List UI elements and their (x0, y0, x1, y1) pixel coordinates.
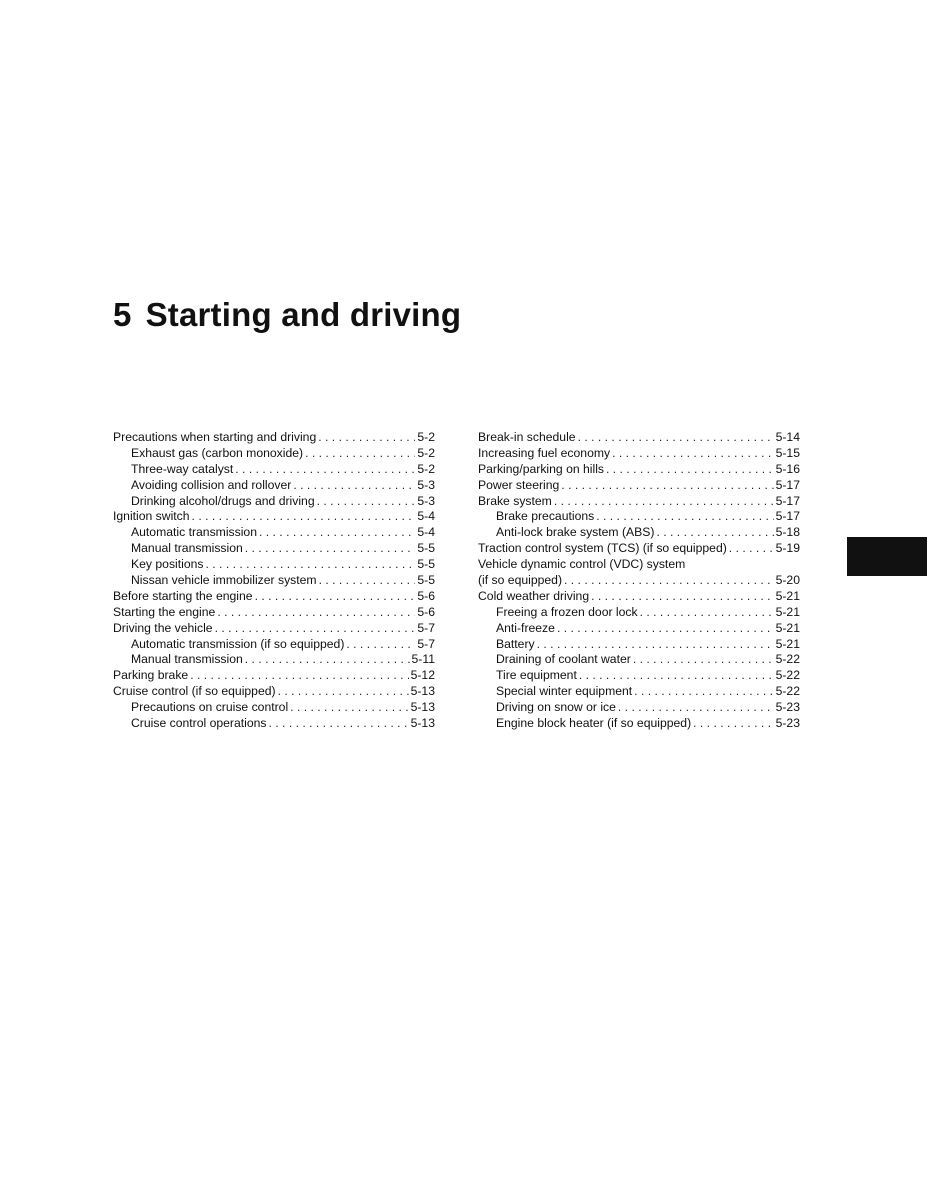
toc-dot-leader (245, 652, 410, 668)
toc-dot-leader (259, 525, 415, 541)
toc-entry-page: 5-3 (417, 493, 435, 508)
toc-entry[interactable] (478, 589, 800, 605)
toc-dot-leader (612, 446, 773, 462)
toc-entry[interactable] (478, 573, 800, 589)
toc-entry-page: 5-13 (410, 716, 435, 731)
toc-entry-label: Before starting the engine (113, 588, 253, 603)
toc-entry-label: Draining of coolant water (496, 652, 631, 667)
toc-entry-page: 5-17 (775, 477, 800, 492)
toc-entry-label: Manual transmission (131, 652, 243, 667)
toc-entry-label: Cold weather driving (478, 588, 590, 603)
toc-entry[interactable] (478, 637, 800, 653)
toc-dot-leader (729, 541, 774, 557)
toc-entry-label: (if so equipped) (478, 573, 563, 588)
toc-entry-page: 5-5 (417, 573, 435, 588)
toc-dot-leader (278, 684, 409, 700)
toc-entry-page: 5-11 (411, 652, 435, 667)
toc-entry-label: Ignition switch (113, 509, 190, 524)
toc-entry-page: 5-3 (417, 477, 435, 492)
toc-entry-page: 5-21 (775, 620, 800, 635)
toc-entry[interactable] (113, 478, 435, 494)
toc-entry-page: 5-22 (775, 652, 800, 667)
toc-entry[interactable] (478, 557, 800, 573)
toc-entry-page: 5-17 (775, 509, 800, 524)
toc-entry-page: 5-23 (775, 700, 800, 715)
chapter-title-text: Starting and driving (145, 296, 462, 333)
toc-entry-label: Driving the vehicle (113, 620, 213, 635)
toc-entry-page: 5-12 (410, 668, 435, 683)
toc-entry[interactable] (478, 525, 800, 541)
toc-entry-label: Power steering (478, 477, 560, 492)
toc-entry[interactable] (478, 541, 800, 557)
chapter-thumb-tab (847, 537, 927, 576)
toc-dot-leader (305, 446, 415, 462)
toc-left-column (113, 430, 435, 732)
toc-entry-label: Drinking alcohol/drugs and driving (131, 493, 315, 508)
toc-entry[interactable] (113, 684, 435, 700)
toc-dot-leader (557, 621, 774, 637)
toc-entry-page: 5-2 (417, 430, 435, 444)
toc-entry[interactable] (478, 668, 800, 684)
toc-dot-leader (579, 668, 774, 684)
toc-entry-label: Starting the engine (113, 604, 216, 619)
toc-entry-label: Cruise control operations (131, 716, 267, 731)
toc-entry-page: 5-22 (775, 668, 800, 683)
toc-entry-page: 5-2 (417, 445, 435, 460)
toc-dot-leader (596, 509, 773, 525)
toc-dot-leader (215, 621, 416, 637)
toc-entry[interactable] (113, 430, 435, 446)
toc-dot-leader (640, 605, 774, 621)
toc-entry-label: Cruise control (if so equipped) (113, 684, 276, 699)
toc-entry-page: 5-5 (417, 557, 435, 572)
toc-entry[interactable] (478, 446, 800, 462)
toc-entry[interactable] (478, 509, 800, 525)
toc-dot-leader (693, 716, 773, 732)
toc-entry-page: 5-6 (417, 588, 435, 603)
toc-entry-label: Increasing fuel economy (478, 445, 611, 460)
toc-entry[interactable] (478, 430, 800, 446)
toc-entry-label: Driving on snow or ice (496, 700, 616, 715)
toc-dot-leader (317, 494, 416, 510)
toc-entry[interactable] (478, 478, 800, 494)
toc-entry-page: 5-7 (417, 636, 435, 651)
toc-dot-leader (564, 573, 774, 589)
toc-dot-leader (190, 668, 408, 684)
toc-entry-label: Special winter equipment (496, 684, 633, 699)
toc-dot-leader (290, 700, 408, 716)
toc-entry[interactable] (113, 525, 435, 541)
toc-dot-leader (217, 605, 415, 621)
toc-right-column (478, 430, 800, 732)
toc-entry-label: Anti-lock brake system (ABS) (496, 525, 655, 540)
toc-dot-leader (319, 573, 416, 589)
toc-dot-leader (255, 589, 416, 605)
toc-entry[interactable] (113, 589, 435, 605)
toc-entry-page: 5-7 (417, 620, 435, 635)
toc-entry-label: Nissan vehicle immobilizer system (131, 573, 317, 588)
toc-dot-leader (318, 430, 415, 446)
toc-dot-leader (554, 494, 774, 510)
toc-entry[interactable] (113, 637, 435, 653)
toc-dot-leader (578, 430, 774, 446)
toc-entry-page: 5-13 (410, 700, 435, 715)
toc-entry-page: 5-4 (417, 509, 435, 524)
toc-entry[interactable] (478, 494, 800, 510)
toc-entry[interactable] (478, 462, 800, 478)
toc-dot-leader (235, 462, 415, 478)
toc-entry-page: 5-15 (775, 445, 800, 460)
toc-entry[interactable] (478, 700, 800, 716)
toc-dot-leader (269, 716, 409, 732)
toc-entry[interactable] (478, 684, 800, 700)
toc-dot-leader (591, 589, 773, 605)
toc-dot-leader (206, 557, 416, 573)
toc-entry-label: Parking brake (113, 668, 189, 683)
toc-entry-page: 5-16 (775, 461, 800, 476)
toc-dot-leader (537, 637, 774, 653)
toc-entry-label: Anti-freeze (496, 620, 555, 635)
toc-entry[interactable] (478, 716, 800, 732)
toc-dot-leader (633, 652, 774, 668)
toc-dot-leader (618, 700, 774, 716)
toc-dot-leader (656, 525, 773, 541)
chapter-number: 5 (113, 296, 132, 333)
toc-entry-page: 5-21 (775, 604, 800, 619)
toc-entry-page: 5-6 (417, 604, 435, 619)
toc-entry[interactable] (113, 573, 435, 589)
toc-entry-label: Vehicle dynamic control (VDC) system (478, 557, 686, 572)
toc-entry[interactable] (113, 462, 435, 478)
toc-dot-leader (634, 684, 773, 700)
toc-entry-page: 5-20 (775, 573, 800, 588)
toc-entry[interactable] (478, 605, 800, 621)
toc-entry-label: Battery (496, 636, 535, 651)
toc-entry-page: 5-5 (417, 541, 435, 556)
toc-entry-label: Exhaust gas (carbon monoxide) (131, 445, 304, 460)
toc-entry[interactable] (113, 668, 435, 684)
toc-entry-label: Automatic transmission (if so equipped) (131, 636, 345, 651)
toc-entry-label: Precautions on cruise control (131, 700, 289, 715)
toc-entry[interactable] (478, 621, 800, 637)
toc-entry[interactable] (113, 605, 435, 621)
toc-entry-label: Precautions when starting and driving (113, 430, 317, 444)
toc-dot-leader (245, 541, 416, 557)
toc-entry[interactable] (113, 652, 435, 668)
toc-entry-page: 5-22 (775, 684, 800, 699)
toc-entry[interactable] (113, 494, 435, 510)
toc-entry-page: 5-21 (775, 588, 800, 603)
toc-entry-label: Automatic transmission (131, 525, 257, 540)
toc-entry-page: 5-17 (775, 493, 800, 508)
toc-entry-label: Avoiding collision and rollover (131, 477, 292, 492)
toc-dot-leader (606, 462, 774, 478)
toc-entry-label: Tire equipment (496, 668, 577, 683)
toc-entry-label: Manual transmission (131, 541, 243, 556)
toc-entry-page: 5-4 (417, 525, 435, 540)
toc-entry-page: 5-13 (410, 684, 435, 699)
toc-entry-label: Engine block heater (if so equipped) (496, 716, 692, 731)
toc-entry[interactable] (113, 716, 435, 732)
toc-entry-label: Brake precautions (496, 509, 595, 524)
toc-dot-leader (346, 637, 415, 653)
toc-entry[interactable] (113, 541, 435, 557)
toc-entry-page: 5-21 (775, 636, 800, 651)
toc-entry-page: 5-2 (417, 461, 435, 476)
toc-entry-page: 5-19 (775, 541, 800, 556)
toc-entry[interactable] (113, 557, 435, 573)
toc-entry[interactable] (113, 700, 435, 716)
toc-dot-leader (192, 509, 416, 525)
toc-entry-label: Key positions (131, 557, 204, 572)
toc-entry-label: Brake system (478, 493, 552, 508)
toc-entry[interactable] (113, 509, 435, 525)
chapter-title (113, 296, 461, 334)
toc-entry-label: Freeing a frozen door lock (496, 604, 638, 619)
toc-entry[interactable] (113, 446, 435, 462)
toc-entry-label: Parking/parking on hills (478, 461, 605, 476)
toc-dot-leader (561, 478, 773, 494)
toc-entry-page: 5-18 (775, 525, 800, 540)
toc-dot-leader (293, 478, 415, 494)
toc-entry[interactable] (113, 621, 435, 637)
toc-entry-page: 5-23 (775, 716, 800, 731)
toc-entry-label: Break-in schedule (478, 430, 576, 444)
toc-entry[interactable] (478, 652, 800, 668)
toc-entry-label: Traction control system (TCS) (if so equipped) (478, 541, 727, 556)
toc-entry-page: 5-14 (775, 430, 800, 444)
toc-entry-label: Three-way catalyst (131, 461, 234, 476)
